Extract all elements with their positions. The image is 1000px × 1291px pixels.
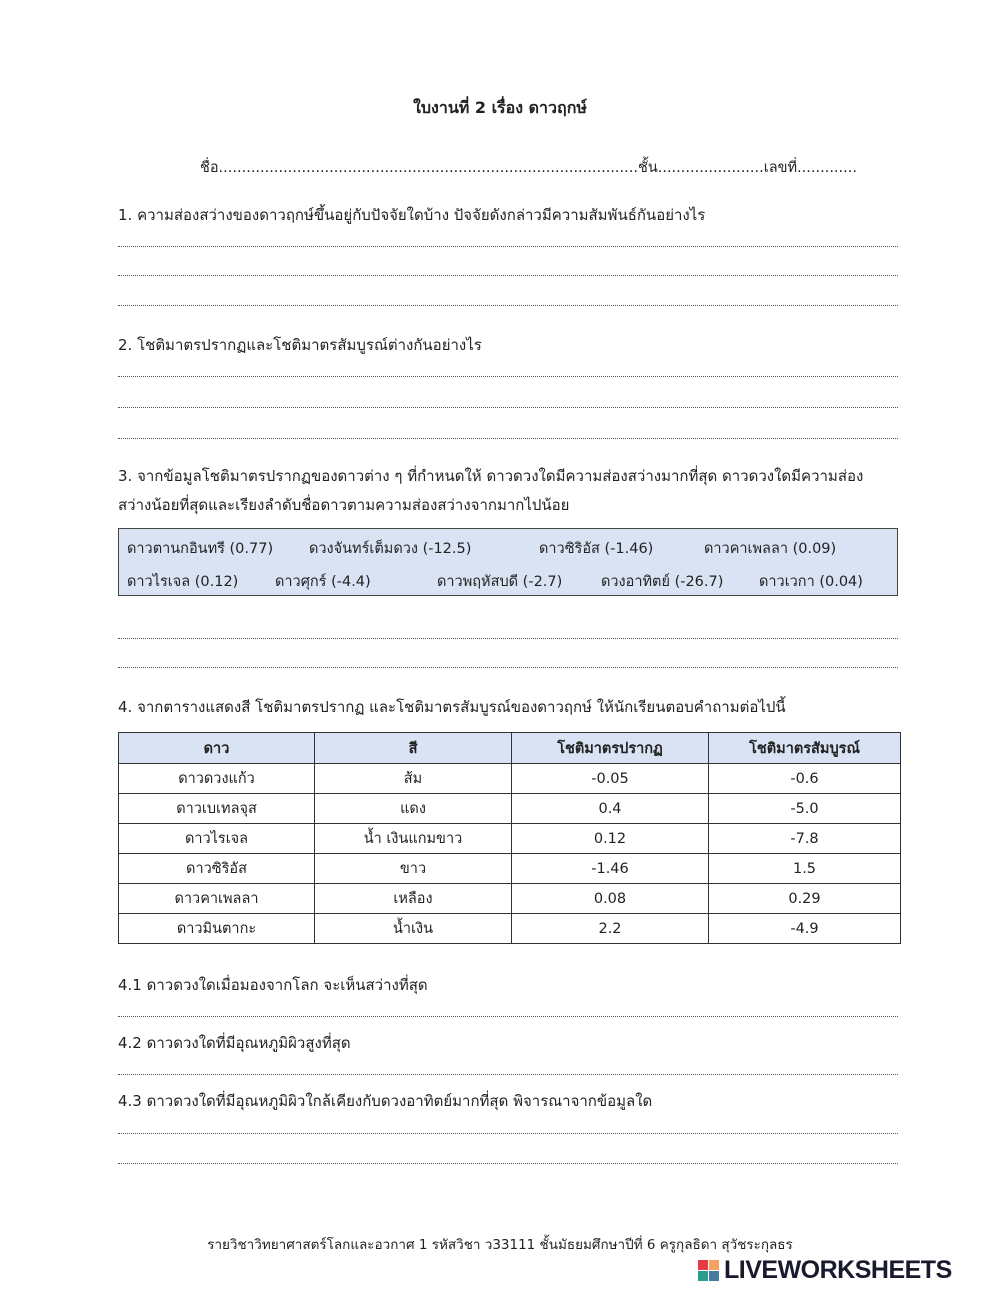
star-magnitude-box: [118, 528, 898, 596]
cell-absolute: -0.6: [709, 764, 901, 794]
cell-color: ขาว: [315, 854, 512, 884]
star-item: ดาวคาเพลลา (0.09): [704, 541, 837, 557]
answer-line-q2-3[interactable]: [118, 438, 898, 439]
table-row: [119, 884, 901, 914]
cell-absolute: -5.0: [709, 794, 901, 824]
cell-color: น้ำเงิน: [315, 914, 512, 944]
footer-course-info: รายวิชาวิทยาศาสตร์โลกและอวกาศ 1 รหัสวิชา ว33111 ชั้นมัธยมศึกษาปีที่ 6 ครูกุลธิดา สุวัชระกุลธร: [207, 1237, 793, 1253]
question-4-3: 4.3 ดาวดวงใดที่มีอุณหภูมิผิวใกล้เคียงกับดวงอาทิตย์มากที่สุด พิจารณาจากข้อมูลใด: [118, 1092, 653, 1110]
answer-line-q1-3[interactable]: [118, 305, 898, 306]
question-3-line-2: สว่างน้อยที่สุดและเรียงลำดับชื่อดาวตามความส่องสว่างจากมากไปน้อย: [118, 496, 570, 514]
answer-line-q4-2[interactable]: [118, 1074, 898, 1075]
header-star: ดาว: [119, 733, 315, 764]
table-row: [119, 854, 901, 884]
cell-star: ดาวเบเทลจุส: [119, 794, 315, 824]
question-4: 4. จากตารางแสดงสี โชติมาตรปรากฏ และโชติมาตรสัมบูรณ์ของดาวฤกษ์ ให้นักเรียนตอบคำถามต่อไปนี้: [118, 698, 786, 716]
cell-apparent: -1.46: [512, 854, 709, 884]
table-row: [119, 794, 901, 824]
table-row: [119, 914, 901, 944]
answer-line-q2-2[interactable]: [118, 407, 898, 408]
star-item: ดาวไรเจล (0.12): [127, 574, 239, 590]
cell-apparent: 0.12: [512, 824, 709, 854]
star-item: ดาวซิริอัส (-1.46): [539, 541, 654, 557]
cell-apparent: -0.05: [512, 764, 709, 794]
star-item: ดวงจันทร์เต็มดวง (-12.5): [309, 541, 472, 557]
table-header-row: [119, 733, 901, 764]
cell-star: ดาวดวงแก้ว: [119, 764, 315, 794]
header-absolute-magnitude: โชติมาตรสัมบูรณ์: [709, 733, 901, 764]
answer-line-q4-3-2[interactable]: [118, 1163, 898, 1164]
answer-line-q3-1[interactable]: [118, 638, 898, 639]
cell-color: แดง: [315, 794, 512, 824]
cell-absolute: -4.9: [709, 914, 901, 944]
question-3-line-1: 3. จากข้อมูลโชติมาตรปรากฏของดาวต่าง ๆ ที่กำหนดให้ ดาวดวงใดมีความส่องสว่างมากที่สุด ดาวดวงใดมีความส่อง: [118, 467, 864, 485]
logo-text: LIVEWORKSHEETS: [724, 1256, 952, 1284]
cell-apparent: 0.4: [512, 794, 709, 824]
cell-star: ดาวคาเพลลา: [119, 884, 315, 914]
cell-apparent: 2.2: [512, 914, 709, 944]
cell-star: ดาวมินตากะ: [119, 914, 315, 944]
cell-color: เหลือง: [315, 884, 512, 914]
table-row: [119, 824, 901, 854]
answer-line-q3-2[interactable]: [118, 667, 898, 668]
cell-absolute: -7.8: [709, 824, 901, 854]
answer-line-q1-2[interactable]: [118, 275, 898, 276]
cell-star: ดาวซิริอัส: [119, 854, 315, 884]
cell-apparent: 0.08: [512, 884, 709, 914]
logo-blocks-icon: [698, 1260, 720, 1282]
answer-line-q1-1[interactable]: [118, 246, 898, 247]
cell-absolute: 1.5: [709, 854, 901, 884]
cell-color: ส้ม: [315, 764, 512, 794]
question-4-2: 4.2 ดาวดวงใดที่มีอุณหภูมิผิวสูงที่สุด: [118, 1034, 351, 1052]
star-item: ดาวศุกร์ (-4.4): [275, 574, 371, 590]
header-color: สี: [315, 733, 512, 764]
star-item: ดาวพฤหัสบดี (-2.7): [437, 574, 563, 590]
answer-line-q4-1[interactable]: [118, 1016, 898, 1017]
table-row: [119, 764, 901, 794]
question-1: 1. ความส่องสว่างของดาวฤกษ์ขึ้นอยู่กับปัจจัยใดบ้าง ปัจจัยดังกล่าวมีความสัมพันธ์กันอย่างไร: [118, 206, 706, 224]
question-4-1: 4.1 ดาวดวงใดเมื่อมองจากโลก จะเห็นสว่างที่สุด: [118, 976, 428, 994]
star-data-table: [118, 732, 901, 944]
cell-star: ดาวไรเจล: [119, 824, 315, 854]
cell-absolute: 0.29: [709, 884, 901, 914]
star-item: ดาวตานกอินทรี (0.77): [127, 541, 274, 557]
page-title: ใบงานที่ 2 เรื่อง ดาวฤกษ์: [413, 98, 587, 117]
answer-line-q4-3-1[interactable]: [118, 1133, 898, 1134]
cell-color: น้ำ เงินแกมขาว: [315, 824, 512, 854]
header-apparent-magnitude: โชติมาตรปรากฏ: [512, 733, 709, 764]
question-2: 2. โชติมาตรปรากฏและโชติมาตรสัมบูรณ์ต่างกันอย่างไร: [118, 336, 482, 354]
star-item: ดาวเวกา (0.04): [759, 574, 863, 590]
answer-line-q2-1[interactable]: [118, 376, 898, 377]
star-item: ดวงอาทิตย์ (-26.7): [601, 574, 724, 590]
name-class-number-line: ชื่อ...........................................................................................ชั้น.......................เลขที่.............: [200, 160, 857, 176]
